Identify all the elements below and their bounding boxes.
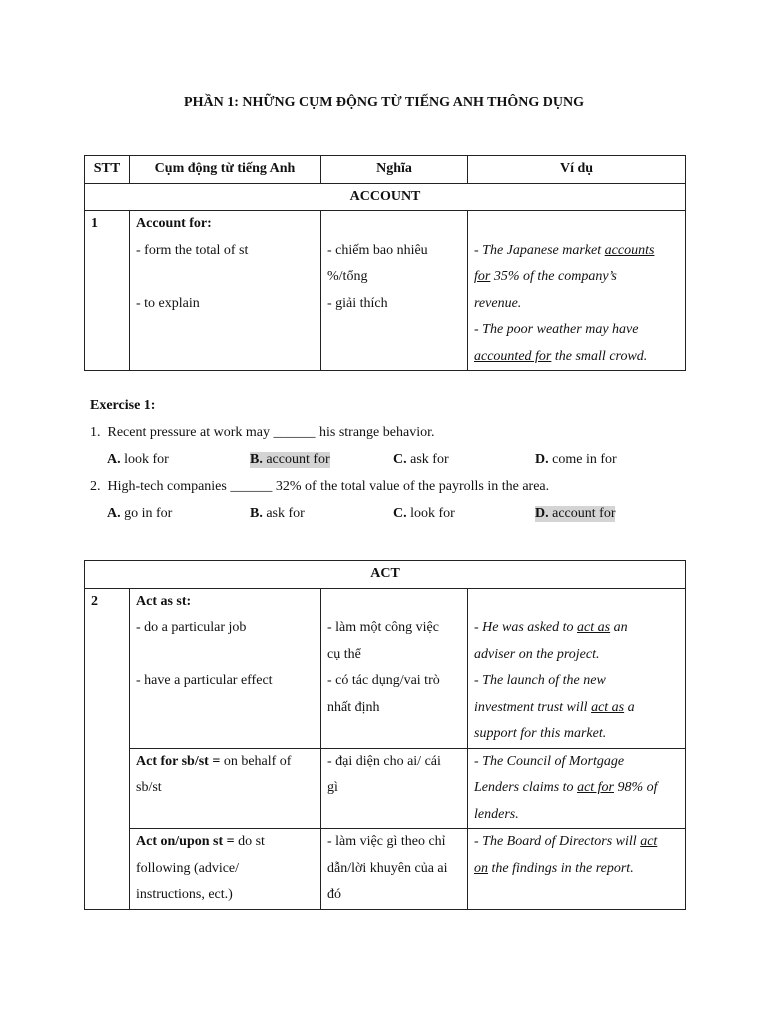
example-line: for 35% of the company’s xyxy=(474,269,617,284)
example-line: on the findings in the report. xyxy=(474,860,634,876)
example-line: Lenders claims to act for 98% of xyxy=(474,780,658,795)
example-cell xyxy=(468,211,686,371)
table-row xyxy=(85,748,686,829)
exercise-title: Exercise 1: xyxy=(90,398,156,413)
example-line: investment trust will act as a xyxy=(474,699,635,715)
option-b-selected[interactable]: B. account for xyxy=(250,452,330,467)
example-line: - The poor weather may have xyxy=(474,322,639,337)
meaning-cell xyxy=(321,748,468,829)
phrase-cell xyxy=(130,588,321,748)
option-d[interactable]: D. come in for xyxy=(535,452,617,467)
table-row xyxy=(85,829,686,910)
example-line: - The Board of Directors will act xyxy=(474,834,658,849)
meaning: - giải thích xyxy=(327,295,388,311)
phrase-cell: Act on/upon st = do st following (advice/ instructions, ect.) xyxy=(130,829,321,910)
option-a[interactable]: A. look for xyxy=(107,452,169,467)
example-line: adviser on the project. xyxy=(474,646,600,662)
section-row xyxy=(85,183,686,211)
example-line: - The Japanese market accounts xyxy=(474,242,655,258)
phrase-title: Act on/upon st = xyxy=(136,834,235,849)
meaning: gì xyxy=(327,780,338,795)
row-number: 1 xyxy=(85,211,130,371)
phrasal-verb-table-account xyxy=(84,155,686,371)
table-header-row xyxy=(85,156,686,184)
example-line: - He was asked to act as an xyxy=(474,620,628,635)
phrasal-verb-table-act xyxy=(84,560,686,910)
header-meaning: Nghĩa xyxy=(321,156,468,184)
meaning: %/tổng xyxy=(327,269,368,284)
phrase-cell: Act for sb/st = on behalf of sb/st xyxy=(130,748,321,829)
phrase-title: Account for: xyxy=(136,216,212,231)
example-line: - The Council of Mortgage xyxy=(474,753,625,769)
section-title-account: ACCOUNT xyxy=(85,183,686,211)
meaning: - làm một công việc xyxy=(327,620,439,635)
meaning: cụ thể xyxy=(327,646,361,662)
meaning: dẫn/lời khuyên của ai xyxy=(327,860,448,876)
definition: - do a particular job xyxy=(136,620,247,635)
example-cell xyxy=(468,588,686,748)
option-c[interactable]: C. look for xyxy=(393,506,455,521)
question-1: 1. Recent pressure at work may ______ his strange behavior. xyxy=(90,425,435,440)
phrase-title: Act as st: xyxy=(136,593,192,609)
meaning: - làm việc gì theo chỉ xyxy=(327,834,446,849)
example-line: accounted for the small crowd. xyxy=(474,348,648,364)
option-b[interactable]: B. ask for xyxy=(250,506,305,521)
example-cell xyxy=(468,748,686,829)
definition: - have a particular effect xyxy=(136,673,273,688)
meaning-cell xyxy=(321,211,468,371)
header-stt: STT xyxy=(85,156,130,184)
meaning-cell xyxy=(321,588,468,748)
table-row xyxy=(85,588,686,748)
header-example: Ví dụ xyxy=(468,156,686,184)
row-number: 2 xyxy=(85,588,130,909)
meaning: - có tác dụng/vai trò xyxy=(327,673,440,688)
meaning: - đại diện cho ai/ cái xyxy=(327,753,441,769)
phrase-cell xyxy=(130,211,321,371)
option-d-selected[interactable]: D. account for xyxy=(535,506,616,521)
example-line: - The launch of the new xyxy=(474,673,606,688)
example-line: lenders. xyxy=(474,806,519,822)
example-cell xyxy=(468,829,686,910)
header-phrase: Cụm động từ tiếng Anh xyxy=(130,156,321,184)
option-a[interactable]: A. go in for xyxy=(107,506,173,521)
example-line: revenue. xyxy=(474,295,522,311)
definition: - to explain xyxy=(136,295,200,311)
section-row xyxy=(85,561,686,589)
example-line: support for this market. xyxy=(474,726,607,741)
meaning: đó xyxy=(327,887,341,902)
option-c[interactable]: C. ask for xyxy=(393,452,449,467)
table-row xyxy=(85,211,686,371)
page-title: PHẦN 1: NHỮNG CỤM ĐỘNG TỪ TIẾNG ANH THÔNG DỤNG xyxy=(184,95,584,110)
meaning-cell xyxy=(321,829,468,910)
section-title-act: ACT xyxy=(85,561,686,589)
meaning: nhất định xyxy=(327,699,380,715)
definition: - form the total of st xyxy=(136,242,249,258)
phrase-title: Act for sb/st = xyxy=(136,753,221,769)
question-2: 2. High-tech companies ______ 32% of the total value of the payrolls in the area. xyxy=(90,479,550,494)
meaning: - chiếm bao nhiêu xyxy=(327,242,428,258)
